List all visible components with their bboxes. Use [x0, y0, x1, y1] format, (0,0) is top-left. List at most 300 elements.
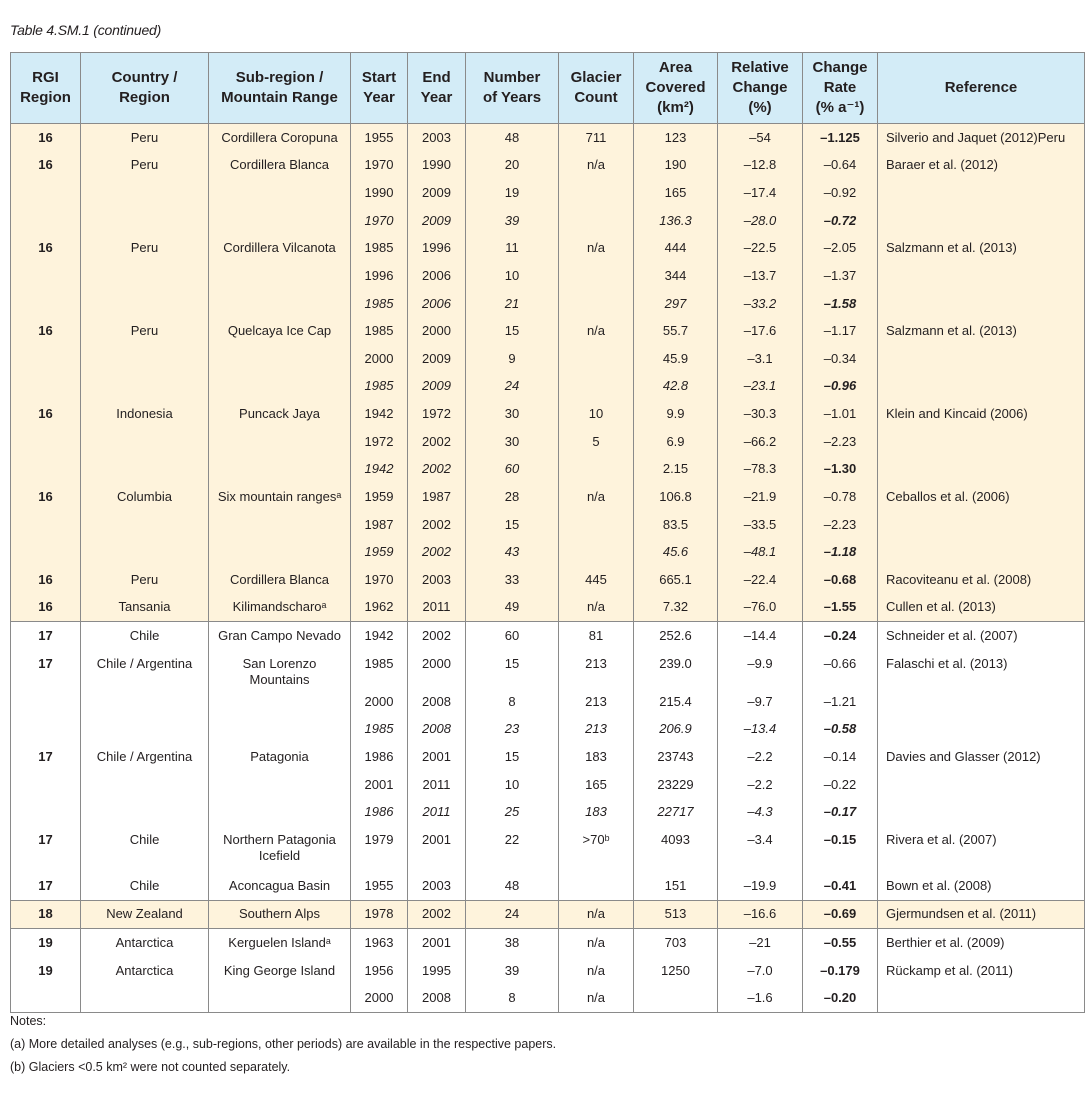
cell-sub-region: Southern Alps	[209, 900, 351, 929]
cell-country-region: Chile	[81, 872, 209, 900]
cell-relative-change: –12.8	[718, 152, 803, 180]
table-body	[11, 124, 1085, 1013]
cell-country-region: Peru	[81, 566, 209, 594]
cell-relative-change: –33.2	[718, 290, 803, 318]
table-row	[11, 290, 1085, 318]
cell-change-rate: –0.55	[803, 929, 878, 957]
cell-glacier-count: n/a	[559, 900, 634, 929]
cell-change-rate: –0.78	[803, 483, 878, 511]
cell-end-year: 2003	[408, 566, 466, 594]
cell-area-covered: 23229	[634, 771, 718, 799]
cell-change-rate: –0.96	[803, 373, 878, 401]
cell-start-year: 1970	[351, 152, 408, 180]
cell-reference	[878, 290, 1085, 318]
cell-glacier-count	[559, 290, 634, 318]
cell-end-year: 2002	[408, 456, 466, 484]
cell-country-region: Antarctica	[81, 957, 209, 985]
header-end-year: End Year	[408, 53, 466, 124]
cell-reference: Rückamp et al. (2011)	[878, 957, 1085, 985]
cell-number-of-years: 38	[466, 929, 559, 957]
cell-end-year: 2008	[408, 985, 466, 1013]
cell-reference	[878, 428, 1085, 456]
cell-start-year: 1986	[351, 743, 408, 771]
cell-rgi-region: 16	[11, 235, 81, 263]
cell-number-of-years: 9	[466, 345, 559, 373]
cell-rgi-region	[11, 456, 81, 484]
cell-area-covered: 42.8	[634, 373, 718, 401]
header-row	[11, 53, 1085, 124]
cell-rgi-region: 16	[11, 483, 81, 511]
cell-sub-region: Puncack Jaya	[209, 400, 351, 428]
cell-change-rate: –0.20	[803, 985, 878, 1013]
cell-sub-region: Northern Patagonia Icefield	[209, 826, 351, 872]
table-row	[11, 929, 1085, 957]
cell-glacier-count: 183	[559, 743, 634, 771]
cell-end-year: 2002	[408, 428, 466, 456]
cell-change-rate: –0.72	[803, 207, 878, 235]
table-row	[11, 771, 1085, 799]
cell-end-year: 2009	[408, 345, 466, 373]
cell-relative-change: –66.2	[718, 428, 803, 456]
table-row	[11, 957, 1085, 985]
cell-end-year: 2009	[408, 207, 466, 235]
cell-end-year: 2011	[408, 771, 466, 799]
cell-area-covered: 22717	[634, 798, 718, 826]
cell-number-of-years: 23	[466, 716, 559, 744]
cell-rgi-region: 16	[11, 124, 81, 152]
header-sub-region: Sub-region / Mountain Range	[209, 53, 351, 124]
cell-number-of-years: 24	[466, 373, 559, 401]
cell-relative-change: –16.6	[718, 900, 803, 929]
table-notes	[10, 1010, 556, 1079]
cell-change-rate: –1.58	[803, 290, 878, 318]
cell-reference	[878, 688, 1085, 716]
cell-reference	[878, 207, 1085, 235]
cell-relative-change: –21	[718, 929, 803, 957]
cell-sub-region	[209, 207, 351, 235]
cell-sub-region	[209, 262, 351, 290]
cell-reference	[878, 179, 1085, 207]
cell-sub-region	[209, 428, 351, 456]
cell-end-year: 2002	[408, 538, 466, 566]
cell-start-year: 2000	[351, 688, 408, 716]
cell-glacier-count: n/a	[559, 235, 634, 263]
cell-relative-change: –21.9	[718, 483, 803, 511]
cell-relative-change: –19.9	[718, 872, 803, 900]
cell-start-year: 1985	[351, 650, 408, 688]
cell-change-rate: –0.17	[803, 798, 878, 826]
table-row	[11, 622, 1085, 650]
cell-rgi-region: 16	[11, 317, 81, 345]
cell-end-year: 2006	[408, 290, 466, 318]
cell-glacier-count	[559, 511, 634, 539]
cell-end-year: 1990	[408, 152, 466, 180]
table-row	[11, 400, 1085, 428]
cell-glacier-count	[559, 456, 634, 484]
cell-country-region	[81, 428, 209, 456]
cell-rgi-region: 17	[11, 826, 81, 872]
cell-area-covered: 444	[634, 235, 718, 263]
cell-start-year: 1985	[351, 317, 408, 345]
cell-change-rate: –1.37	[803, 262, 878, 290]
cell-relative-change: –2.2	[718, 771, 803, 799]
cell-glacier-count	[559, 872, 634, 900]
cell-start-year: 1955	[351, 872, 408, 900]
cell-end-year: 2002	[408, 511, 466, 539]
table-row	[11, 235, 1085, 263]
cell-relative-change: –1.6	[718, 985, 803, 1013]
cell-change-rate: –0.34	[803, 345, 878, 373]
cell-glacier-count: 213	[559, 688, 634, 716]
cell-relative-change: –14.4	[718, 622, 803, 650]
cell-start-year: 1942	[351, 622, 408, 650]
cell-change-rate: –0.24	[803, 622, 878, 650]
cell-reference	[878, 771, 1085, 799]
cell-relative-change: –22.4	[718, 566, 803, 594]
table-row	[11, 716, 1085, 744]
cell-reference: Ceballos et al. (2006)	[878, 483, 1085, 511]
cell-relative-change: –13.4	[718, 716, 803, 744]
cell-area-covered: 1250	[634, 957, 718, 985]
cell-country-region	[81, 688, 209, 716]
cell-start-year: 1962	[351, 594, 408, 622]
cell-number-of-years: 11	[466, 235, 559, 263]
table-row	[11, 262, 1085, 290]
cell-relative-change: –3.4	[718, 826, 803, 872]
cell-number-of-years: 60	[466, 622, 559, 650]
cell-relative-change: –28.0	[718, 207, 803, 235]
cell-change-rate: –0.179	[803, 957, 878, 985]
cell-change-rate: –1.30	[803, 456, 878, 484]
cell-glacier-count: 10	[559, 400, 634, 428]
cell-change-rate: –1.55	[803, 594, 878, 622]
cell-start-year: 1985	[351, 235, 408, 263]
cell-end-year: 1996	[408, 235, 466, 263]
cell-glacier-count	[559, 345, 634, 373]
cell-glacier-count: n/a	[559, 957, 634, 985]
cell-sub-region	[209, 456, 351, 484]
cell-country-region: Peru	[81, 317, 209, 345]
cell-rgi-region	[11, 511, 81, 539]
cell-number-of-years: 8	[466, 688, 559, 716]
cell-country-region: Chile / Argentina	[81, 743, 209, 771]
cell-rgi-region	[11, 179, 81, 207]
cell-end-year: 2009	[408, 373, 466, 401]
table-row	[11, 594, 1085, 622]
cell-start-year: 1963	[351, 929, 408, 957]
cell-area-covered: 252.6	[634, 622, 718, 650]
cell-sub-region	[209, 345, 351, 373]
cell-area-covered: 123	[634, 124, 718, 152]
cell-glacier-count	[559, 262, 634, 290]
header-country-region: Country / Region	[81, 53, 209, 124]
cell-change-rate: –0.41	[803, 872, 878, 900]
cell-glacier-count: n/a	[559, 929, 634, 957]
cell-sub-region: Kilimandscharoᵃ	[209, 594, 351, 622]
cell-relative-change: –9.7	[718, 688, 803, 716]
cell-sub-region: Six mountain rangesᵃ	[209, 483, 351, 511]
cell-country-region: Chile	[81, 622, 209, 650]
cell-country-region	[81, 262, 209, 290]
cell-change-rate: –2.23	[803, 511, 878, 539]
cell-country-region: Columbia	[81, 483, 209, 511]
cell-relative-change: –23.1	[718, 373, 803, 401]
cell-area-covered: 239.0	[634, 650, 718, 688]
cell-sub-region: Cordillera Coropuna	[209, 124, 351, 152]
cell-reference: Falaschi et al. (2013)	[878, 650, 1085, 688]
cell-rgi-region	[11, 428, 81, 456]
table-row	[11, 566, 1085, 594]
cell-country-region	[81, 345, 209, 373]
cell-country-region	[81, 985, 209, 1013]
cell-change-rate: –0.64	[803, 152, 878, 180]
cell-country-region	[81, 456, 209, 484]
cell-rgi-region: 17	[11, 743, 81, 771]
cell-number-of-years: 21	[466, 290, 559, 318]
cell-sub-region: Cordillera Blanca	[209, 566, 351, 594]
cell-number-of-years: 30	[466, 428, 559, 456]
cell-area-covered: 344	[634, 262, 718, 290]
table-row	[11, 688, 1085, 716]
cell-glacier-count: 445	[559, 566, 634, 594]
cell-country-region: Antarctica	[81, 929, 209, 957]
cell-number-of-years: 30	[466, 400, 559, 428]
cell-rgi-region: 16	[11, 400, 81, 428]
table-row	[11, 826, 1085, 872]
cell-sub-region	[209, 290, 351, 318]
cell-change-rate: –1.125	[803, 124, 878, 152]
cell-number-of-years: 19	[466, 179, 559, 207]
cell-sub-region	[209, 798, 351, 826]
cell-change-rate: –0.58	[803, 716, 878, 744]
cell-area-covered: 45.6	[634, 538, 718, 566]
table-row	[11, 650, 1085, 688]
cell-glacier-count: n/a	[559, 594, 634, 622]
cell-relative-change: –22.5	[718, 235, 803, 263]
cell-area-covered: 206.9	[634, 716, 718, 744]
cell-change-rate: –1.21	[803, 688, 878, 716]
cell-area-covered: 136.3	[634, 207, 718, 235]
cell-area-covered: 45.9	[634, 345, 718, 373]
header-relative-change: Relative Change (%)	[718, 53, 803, 124]
cell-change-rate: –0.14	[803, 743, 878, 771]
cell-area-covered: 9.9	[634, 400, 718, 428]
cell-number-of-years: 8	[466, 985, 559, 1013]
cell-area-covered: 55.7	[634, 317, 718, 345]
cell-sub-region: Cordillera Vilcanota	[209, 235, 351, 263]
cell-rgi-region	[11, 290, 81, 318]
cell-relative-change: –9.9	[718, 650, 803, 688]
cell-rgi-region	[11, 771, 81, 799]
cell-area-covered: 665.1	[634, 566, 718, 594]
cell-reference: Schneider et al. (2007)	[878, 622, 1085, 650]
cell-number-of-years: 60	[466, 456, 559, 484]
cell-number-of-years: 48	[466, 124, 559, 152]
cell-rgi-region: 17	[11, 650, 81, 688]
table-row	[11, 483, 1085, 511]
cell-rgi-region	[11, 716, 81, 744]
cell-change-rate: –1.01	[803, 400, 878, 428]
table-row	[11, 456, 1085, 484]
cell-end-year: 2003	[408, 872, 466, 900]
cell-rgi-region: 19	[11, 957, 81, 985]
cell-area-covered: 2.15	[634, 456, 718, 484]
cell-start-year: 1990	[351, 179, 408, 207]
cell-end-year: 2009	[408, 179, 466, 207]
cell-end-year: 2001	[408, 743, 466, 771]
cell-glacier-count: n/a	[559, 985, 634, 1013]
cell-rgi-region	[11, 688, 81, 716]
cell-reference: Silverio and Jaquet (2012)Peru	[878, 124, 1085, 152]
cell-relative-change: –54	[718, 124, 803, 152]
header-rgi-region: RGI Region	[11, 53, 81, 124]
cell-relative-change: –3.1	[718, 345, 803, 373]
cell-start-year: 1942	[351, 400, 408, 428]
cell-end-year: 2001	[408, 929, 466, 957]
cell-reference: Davies and Glasser (2012)	[878, 743, 1085, 771]
cell-start-year: 1985	[351, 716, 408, 744]
cell-country-region: Peru	[81, 235, 209, 263]
cell-area-covered: 215.4	[634, 688, 718, 716]
header-glacier-count: Glacier Count	[559, 53, 634, 124]
cell-glacier-count	[559, 373, 634, 401]
cell-area-covered: 297	[634, 290, 718, 318]
cell-start-year: 1970	[351, 566, 408, 594]
cell-rgi-region	[11, 985, 81, 1013]
cell-number-of-years: 15	[466, 317, 559, 345]
cell-sub-region	[209, 179, 351, 207]
cell-country-region	[81, 207, 209, 235]
table-row	[11, 124, 1085, 152]
cell-change-rate: –0.15	[803, 826, 878, 872]
cell-area-covered: 151	[634, 872, 718, 900]
cell-sub-region	[209, 538, 351, 566]
glacier-change-table	[10, 52, 1085, 1013]
cell-country-region	[81, 290, 209, 318]
cell-glacier-count: >70ᵇ	[559, 826, 634, 872]
cell-reference: Gjermundsen et al. (2011)	[878, 900, 1085, 929]
cell-glacier-count: 5	[559, 428, 634, 456]
cell-sub-region: San Lorenzo Mountains	[209, 650, 351, 688]
cell-rgi-region: 16	[11, 566, 81, 594]
cell-start-year: 2001	[351, 771, 408, 799]
cell-relative-change: –48.1	[718, 538, 803, 566]
cell-relative-change: –17.4	[718, 179, 803, 207]
cell-number-of-years: 39	[466, 957, 559, 985]
cell-glacier-count: 711	[559, 124, 634, 152]
cell-area-covered: 106.8	[634, 483, 718, 511]
cell-start-year: 1972	[351, 428, 408, 456]
cell-end-year: 2000	[408, 650, 466, 688]
table-row	[11, 345, 1085, 373]
cell-change-rate: –2.23	[803, 428, 878, 456]
cell-rgi-region	[11, 798, 81, 826]
header-number-of-years: Number of Years	[466, 53, 559, 124]
cell-glacier-count: n/a	[559, 152, 634, 180]
cell-change-rate: –2.05	[803, 235, 878, 263]
cell-reference: Salzmann et al. (2013)	[878, 235, 1085, 263]
cell-rgi-region	[11, 373, 81, 401]
cell-glacier-count: 213	[559, 650, 634, 688]
cell-start-year: 1959	[351, 483, 408, 511]
cell-end-year: 2001	[408, 826, 466, 872]
header-change-rate: Change Rate (% a⁻¹)	[803, 53, 878, 124]
cell-sub-region: Gran Campo Nevado	[209, 622, 351, 650]
cell-start-year: 1956	[351, 957, 408, 985]
cell-sub-region: Patagonia	[209, 743, 351, 771]
cell-reference	[878, 538, 1085, 566]
cell-country-region: Tansania	[81, 594, 209, 622]
cell-area-covered: 4093	[634, 826, 718, 872]
cell-sub-region	[209, 373, 351, 401]
cell-glacier-count: 81	[559, 622, 634, 650]
cell-start-year: 1970	[351, 207, 408, 235]
cell-reference: Racoviteanu et al. (2008)	[878, 566, 1085, 594]
cell-rgi-region	[11, 538, 81, 566]
cell-end-year: 2011	[408, 594, 466, 622]
cell-reference	[878, 456, 1085, 484]
note-a: (a) More detailed analyses (e.g., sub-regions, other periods) are available in the respective papers.	[10, 1037, 557, 1051]
cell-relative-change: –33.5	[718, 511, 803, 539]
cell-rgi-region: 17	[11, 872, 81, 900]
cell-area-covered: 165	[634, 179, 718, 207]
cell-start-year: 1996	[351, 262, 408, 290]
header-start-year: Start Year	[351, 53, 408, 124]
cell-reference: Salzmann et al. (2013)	[878, 317, 1085, 345]
cell-country-region: Chile	[81, 826, 209, 872]
cell-sub-region: Aconcagua Basin	[209, 872, 351, 900]
cell-number-of-years: 49	[466, 594, 559, 622]
cell-glacier-count: 165	[559, 771, 634, 799]
note-b: (b) Glaciers <0.5 km² were not counted separately.	[10, 1060, 291, 1074]
cell-change-rate: –0.22	[803, 771, 878, 799]
cell-sub-region	[209, 688, 351, 716]
cell-relative-change: –7.0	[718, 957, 803, 985]
cell-end-year: 2002	[408, 622, 466, 650]
cell-relative-change: –13.7	[718, 262, 803, 290]
table-row	[11, 900, 1085, 929]
cell-sub-region: King George Island	[209, 957, 351, 985]
cell-change-rate: –1.17	[803, 317, 878, 345]
cell-start-year: 2000	[351, 985, 408, 1013]
cell-sub-region	[209, 511, 351, 539]
cell-end-year: 2000	[408, 317, 466, 345]
cell-start-year: 1985	[351, 373, 408, 401]
cell-reference: Cullen et al. (2013)	[878, 594, 1085, 622]
cell-end-year: 1987	[408, 483, 466, 511]
cell-start-year: 1955	[351, 124, 408, 152]
cell-country-region	[81, 798, 209, 826]
cell-number-of-years: 15	[466, 511, 559, 539]
table-row	[11, 152, 1085, 180]
cell-number-of-years: 24	[466, 900, 559, 929]
table-row	[11, 179, 1085, 207]
cell-change-rate: –0.69	[803, 900, 878, 929]
cell-number-of-years: 20	[466, 152, 559, 180]
cell-glacier-count	[559, 538, 634, 566]
cell-country-region	[81, 511, 209, 539]
cell-number-of-years: 43	[466, 538, 559, 566]
cell-rgi-region: 18	[11, 900, 81, 929]
header-reference: Reference	[878, 53, 1085, 124]
cell-end-year: 2008	[408, 716, 466, 744]
cell-sub-region	[209, 771, 351, 799]
cell-reference	[878, 345, 1085, 373]
cell-start-year: 1986	[351, 798, 408, 826]
cell-glacier-count: 213	[559, 716, 634, 744]
cell-glacier-count	[559, 179, 634, 207]
cell-reference: Klein and Kincaid (2006)	[878, 400, 1085, 428]
